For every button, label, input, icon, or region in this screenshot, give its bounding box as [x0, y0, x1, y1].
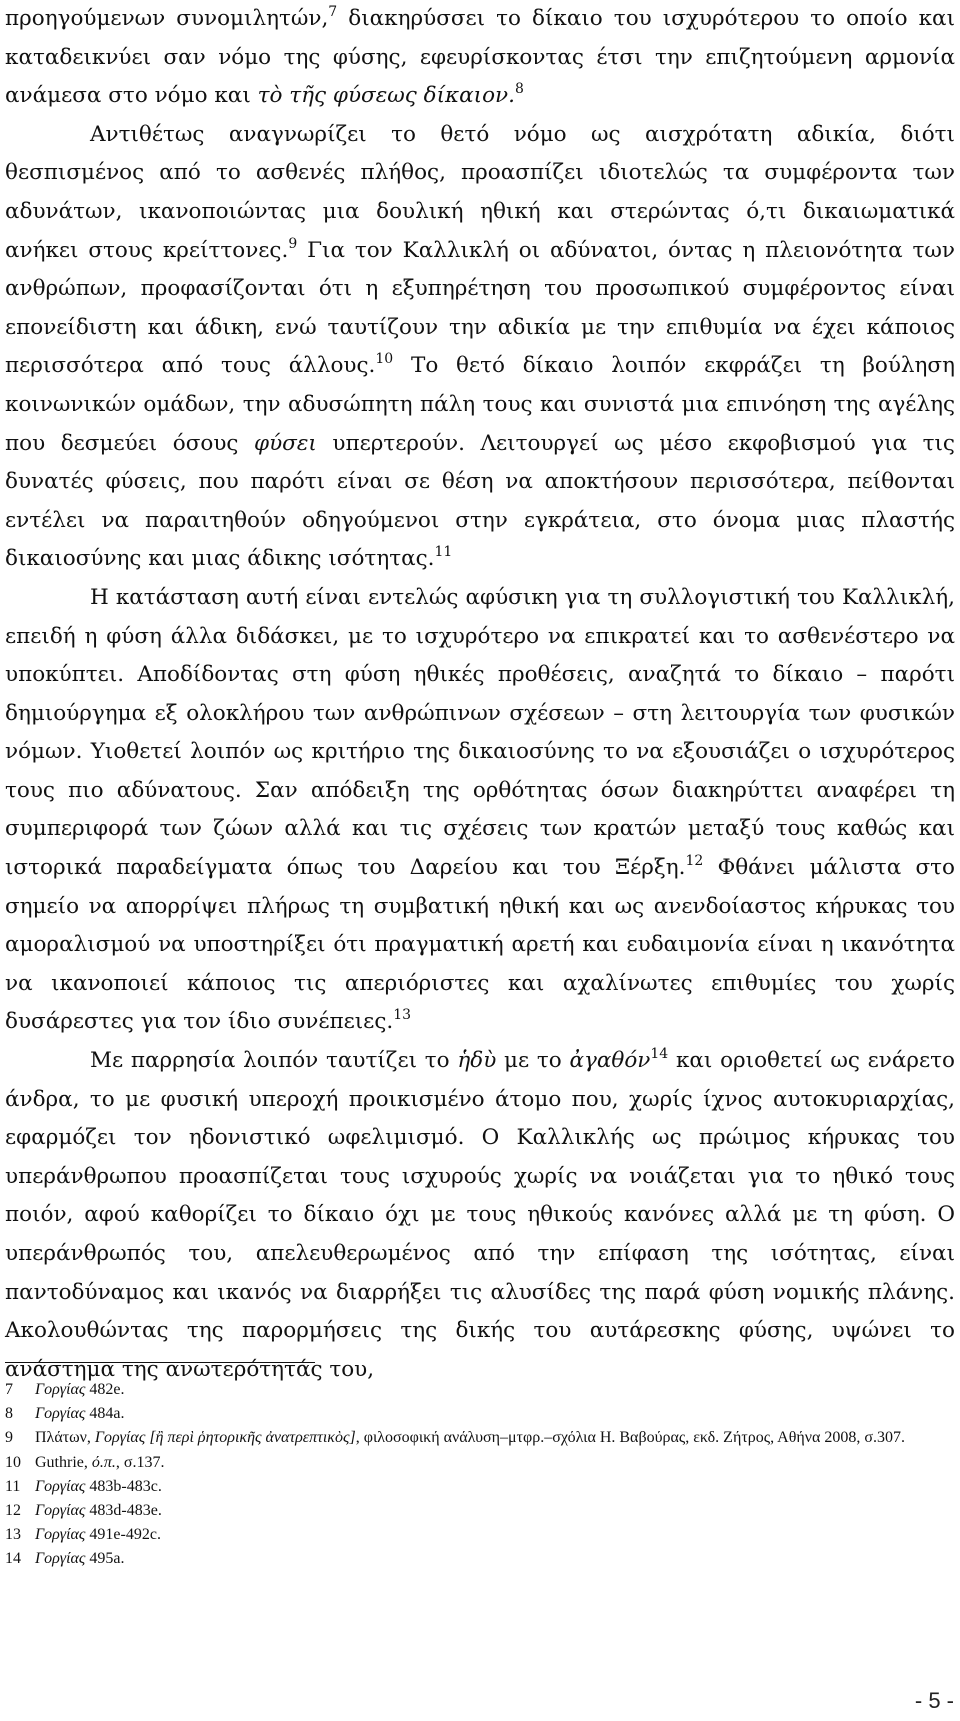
footnote — [5, 1426, 955, 1450]
paragraph-4 — [5, 1042, 955, 1389]
paragraph-2 — [5, 116, 955, 579]
text-run: Το θετό δίκαιο λοιπόν εκφράζει τη βούληση κοινωνικών ομάδων, την αδυσώπητη πάλη τους και συνιστά μια επινόηση της αγέλης που δεσμεύει όσους — [5, 353, 955, 456]
footnote — [5, 1499, 955, 1523]
footnote — [5, 1523, 955, 1547]
footnote-text: 484a. — [85, 1405, 125, 1423]
footnote — [5, 1402, 955, 1426]
footnote-text: 483b-483c. — [85, 1477, 162, 1495]
footnote-number: 7 — [5, 1381, 13, 1398]
text-run: Αντιθέτως αναγνωρίζει το θετό νόμο ως αισχρότατη αδικία, διότι θεσπισμένος από το ασθενές πλήθος, προασπίζει ιδιοτελώς τα συμφέροντα των αδυνάτων, ικανοποιώντας μια δουλική ηθική και στερώντας ό,τι δικαιωματικά ανήκει στους κρείττονες. — [5, 121, 955, 263]
paragraph-1 — [5, 0, 955, 116]
footnote-number: 12 — [5, 1502, 21, 1520]
footnote — [5, 1378, 955, 1402]
footnote-text: , σ.137. — [115, 1453, 165, 1471]
footnote-ref: 7 — [328, 4, 338, 20]
footnote-source: Γοργίας — [35, 1550, 86, 1568]
paragraph-3 — [5, 579, 955, 1042]
footnote-number: 10 — [5, 1453, 21, 1471]
text-run: Η κατάσταση αυτή είναι εντελώς αφύσικη για τη συλλογιστική του Καλλικλή, επειδή η φύση άλλα διδάσκει, με το ισχυρότερο να επικρατεί και το ασθενέστερο να υποκύπτει. Αποδίδοντας στη φύση ηθικές προθέσεις, αναζητά το δίκαιο – παρότι δημιούργημα εξ ολοκλήρου των ανθρώπινων σχέσεων – στη λειτουργία των φυσικών νόμων. Υιοθετεί λοιπόν ως κριτήριο της δικαιοσύνης το να εξουσιάζει ο ισχυρότερος τους πιο αδύνατους. Σαν απόδειξη της ορθότητας όσων διακηρύττει αναφέρει τη συμπεριφορά των ζώων αλλά και τις σχέσεις των κρατών μεταξύ τους καθώς και ιστορικά παραδείγματα όπως του Δαρείου και του Ξέρξη. — [5, 584, 955, 881]
footnote-author: Guthrie, — [35, 1453, 92, 1471]
footnotes-list — [5, 1378, 955, 1572]
footnote-number: 11 — [5, 1477, 21, 1495]
footnote-number: 14 — [5, 1550, 21, 1568]
italic-term: φύσει — [254, 430, 317, 456]
text-run: Με παρρησία λοιπόν ταυτίζει το — [90, 1048, 458, 1074]
body-text — [5, 0, 955, 1389]
footnote-number: 13 — [5, 1526, 21, 1544]
footnote-ref: 13 — [393, 1007, 412, 1024]
footnote — [5, 1547, 955, 1571]
footnote-text: 483d-483e. — [85, 1502, 162, 1520]
footnote-ref: 9 — [288, 235, 298, 252]
footnote-ref: 8 — [514, 81, 524, 98]
footnote-source: Γοργίας — [35, 1502, 86, 1520]
text-run: προηγούμενων συνομιλητών, — [5, 6, 329, 31]
footnote-source: Γοργίας — [35, 1405, 86, 1423]
footnote — [5, 1475, 955, 1499]
text-run: διακηρύσσει το δίκαιο του ισχυρότερου το οποίο και καταδεικνύει σαν νόμο της φύσης, εφευρίσκοντας έτσι την επιζητούμενη αρμονία ανάμεσα στο νόμο και — [5, 6, 955, 109]
footnote-text: 495a. — [85, 1550, 125, 1568]
text-run: Για τον Καλλικλή οι αδύνατοι, όντας η πλειονότητα των ανθρώπων, προφασίζονται ότι η εξυπηρέτηση του προσωπικού συμφέροντος είναι επονείδιστη και άδικη, ενώ ταυτίζουν την αδικία με την επιθυμία να έχει κάποιος περισσότερα από τους άλλους. — [5, 237, 955, 379]
footnote-text: , φιλοσοφική ανάλυση–μτφρ.–σχόλια Η. Βαβούρας, εκδ. Ζήτρος, Αθήνα 2008, σ.307. — [355, 1429, 906, 1447]
footnote-ref: 12 — [685, 853, 704, 870]
page-number: - 5 - — [914, 1688, 954, 1713]
footnote-number: 8 — [5, 1405, 13, 1423]
footnote-author: Πλάτων, — [35, 1429, 95, 1447]
footnote-ref: 14 — [650, 1046, 669, 1063]
footnote-ref: 10 — [375, 351, 394, 368]
italic-term: ἀγαθόν — [569, 1048, 651, 1074]
greek-quote: τὸ τῆς φύσεως δίκαιον. — [257, 83, 515, 109]
footnote-text: 491e-492c. — [85, 1526, 161, 1544]
footnote-source: Γοργίας [ἢ περὶ ῥητορικῆς ἀνατρεπτικὸς] — [94, 1429, 356, 1447]
italic-term: ἡδὺ — [457, 1048, 497, 1074]
footnote-source: Γοργίας — [35, 1381, 86, 1398]
text-run: και οριοθετεί ως ενάρετο άνδρα, το με φυσική υπεροχή προικισμένο άτομο που, χωρίς ίχνος αυτοκυριαρχίας, εφαρμόζει τον ηδονιστικό ωφελιμισμό. Ο Καλλικλής ως πρώιμος κήρυκας του υπεράνθρωπου προασπίζεται τους ισχυρούς χωρίς να νοιάζεται για το ηθικό τους ποιόν, αφού καθορίζει το δίκαιο όχι με τους ηθικούς κανόνες αλλά με τη φύση. Ο υπεράνθρωπός του, απελευθερωμένος από την επίφαση της ισότητας, είναι παντοδύναμος και ικανός να διαρρήξει τις αλυσίδες της παρά φύση νομικής πλάνης. Ακολουθώντας της παρορμήσεις της δικής του αυτάρεσκης φύσης, υψώνει το ανάστημα της ανωτερότητάς του, — [5, 1048, 956, 1382]
footnote-text: 482e. — [85, 1381, 125, 1398]
footnote-source: Γοργίας — [35, 1526, 86, 1544]
text-run: Φθάνει μάλιστα στο σημείο να απορρίψει πλήρως τη συμβατική ηθική και ως ανενδοίαστος κήρυκας του αμοραλισμού να υποστηρίξει ότι πραγματική αρετή και ευδαιμονία είναι η ικανότητα να ικανοποιεί κάποιος τις απεριόριστες και αχαλίνωτες επιθυμίες του χωρίς δυσάρεστες για τον ίδιο συνέπειες. — [5, 855, 955, 1035]
footnote — [5, 1451, 955, 1475]
text-run: υπερτερούν. Λειτουργεί ως μέσο εκφοβισμού για τις δυνατές φύσεις, που παρότι είναι σε θέση να αποκτήσουν περισσότερα, πείθονται εντέλει να παραιτηθούν οδηγούμενοι στην εγκράτεια, στο όνομα μιας πλαστής δικαιοσύνης και μιας άδικης ισότητας. — [5, 430, 955, 572]
footnote-source: Γοργίας — [35, 1477, 86, 1495]
footnote-separator — [5, 1362, 315, 1363]
footnote-ref: 11 — [434, 544, 453, 561]
footnote-number: 9 — [5, 1429, 13, 1447]
text-run: με το — [496, 1048, 570, 1074]
footnote-source: ό.π. — [91, 1453, 116, 1471]
